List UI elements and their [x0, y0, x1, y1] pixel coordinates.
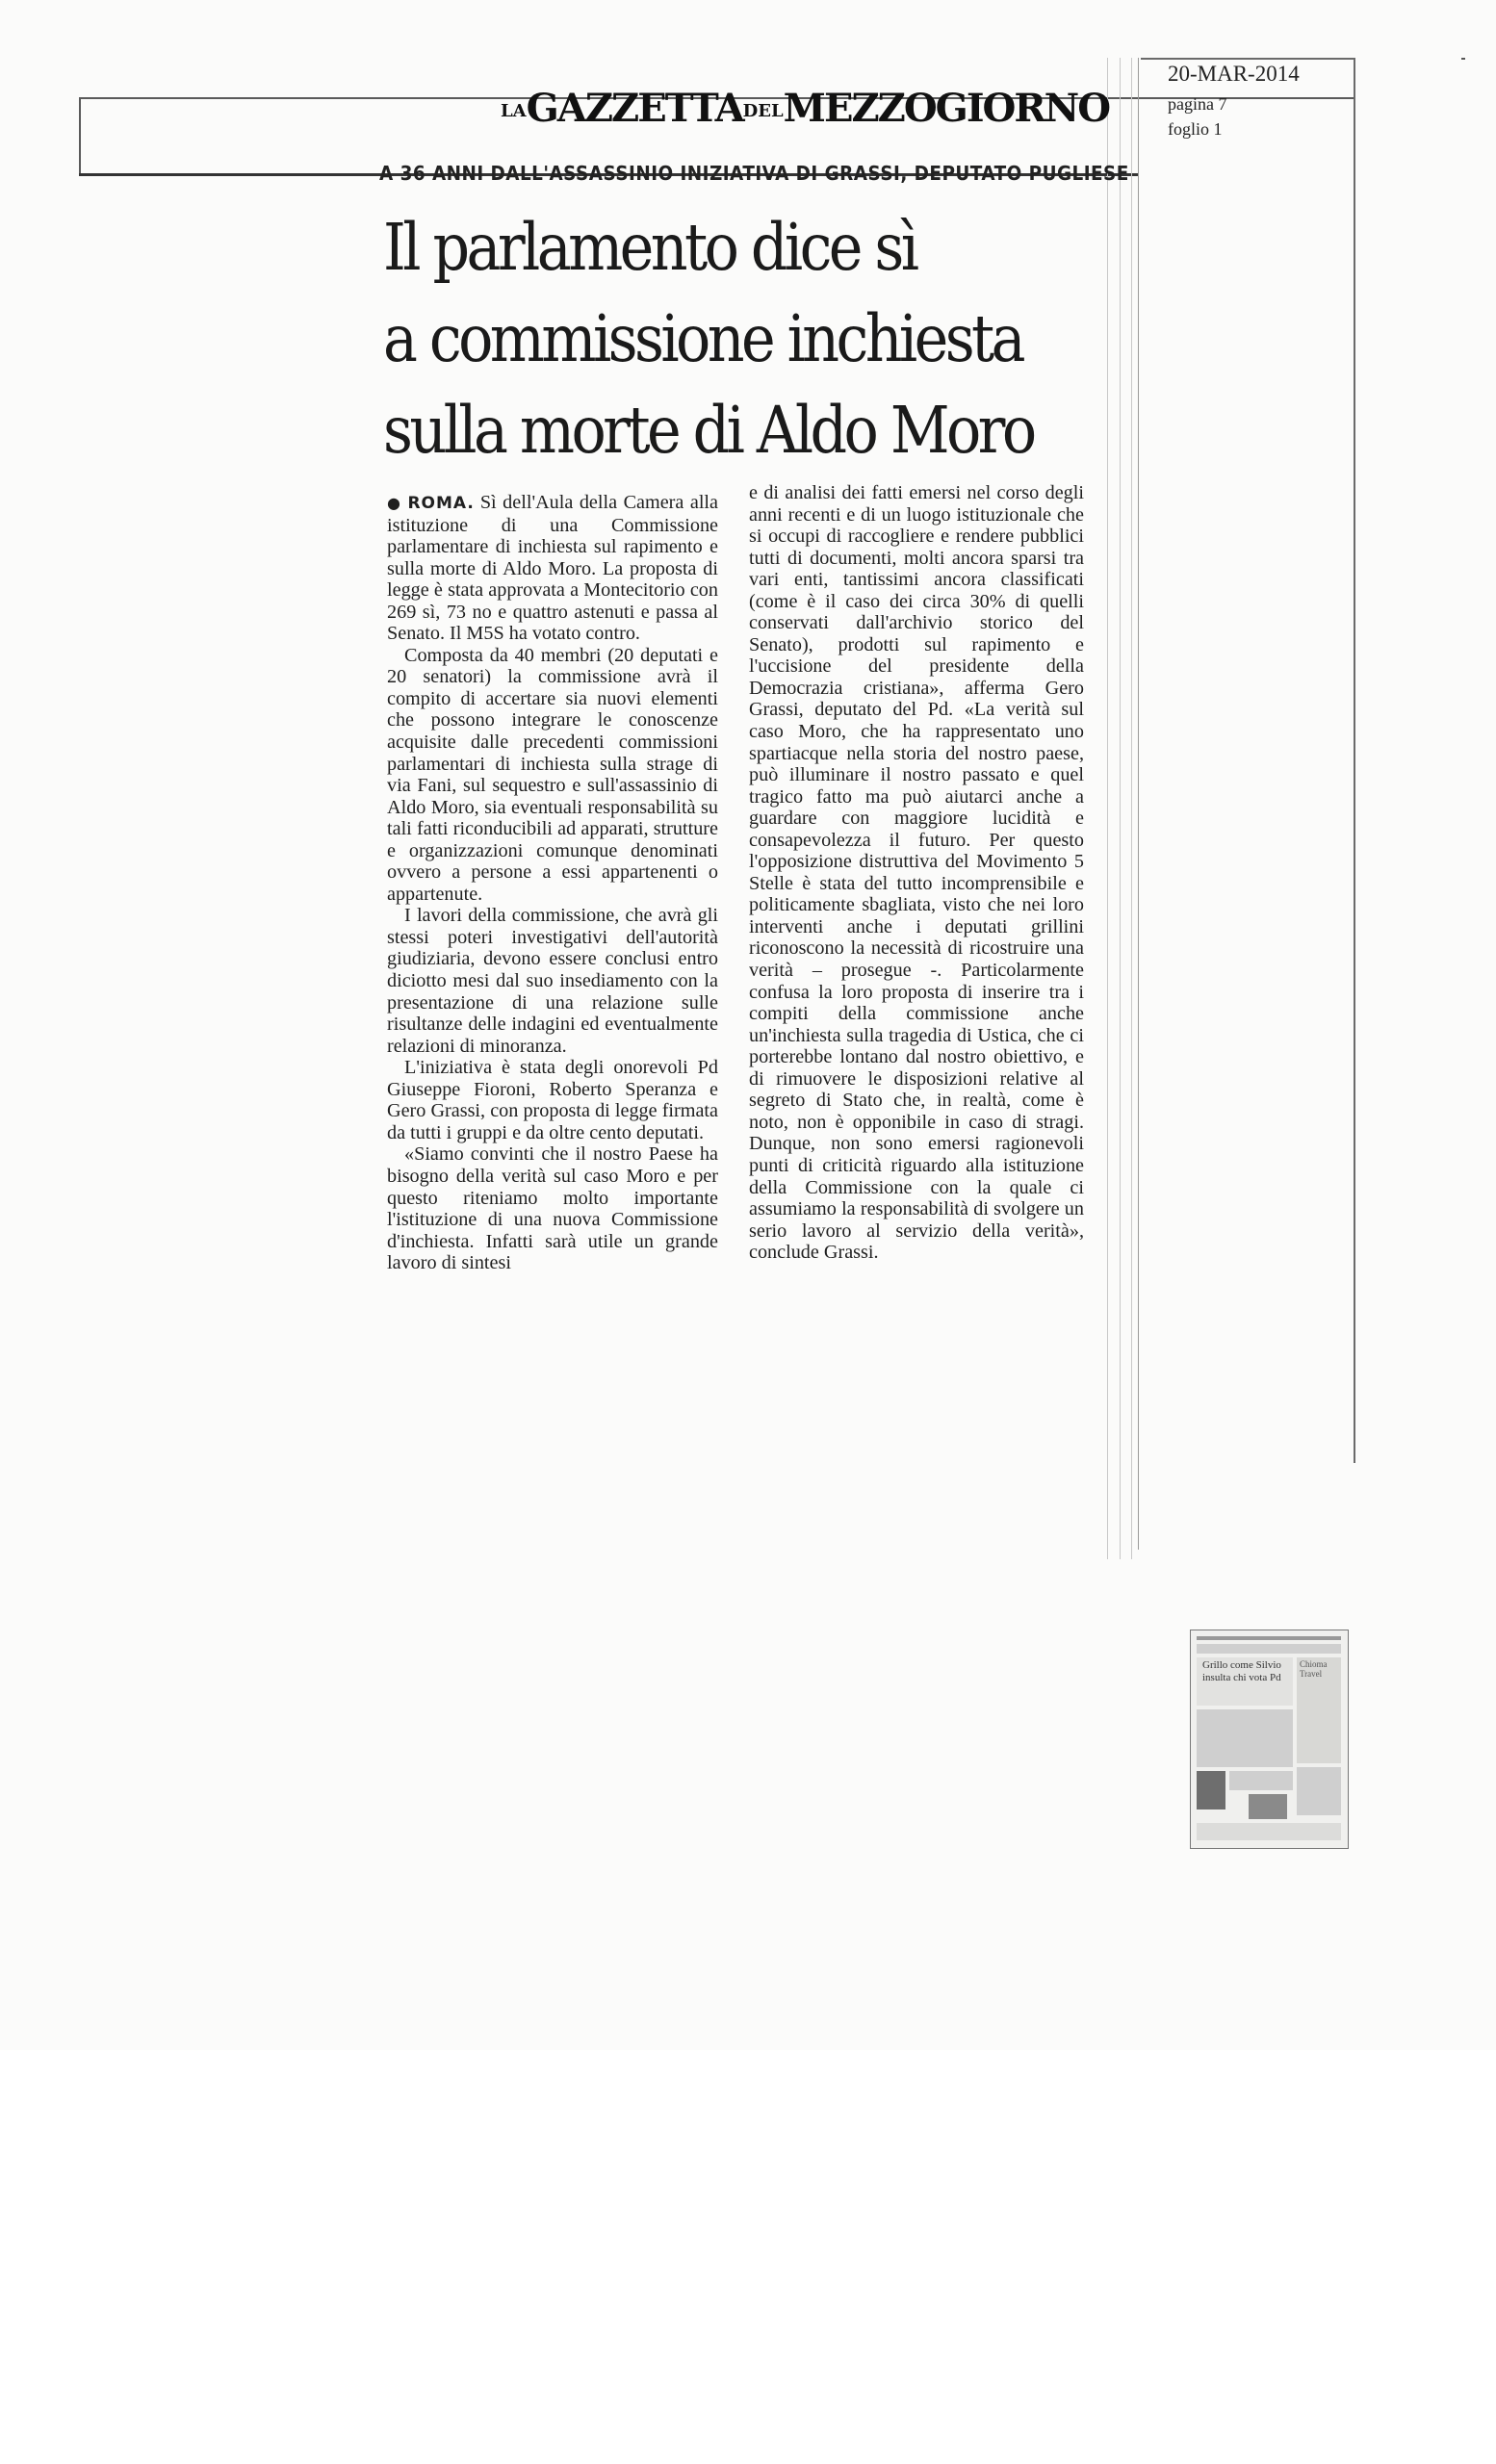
dateline: ROMA.	[407, 494, 475, 513]
scan-line	[1120, 58, 1121, 1559]
scan-line	[1131, 58, 1132, 1559]
paragraph: e di analisi dei fatti emersi nel corso degli anni recenti e di un luogo istituzionale che si occupi di raccogliere e rendere pubblici tutti di documenti, molti ancora sparsi tra vari enti, tantissimi ancora classificati (come è il caso dei circa 30% di quelli conservati dall'archivio storico del Senato), prodotti sul rapimento e l'uccisione del presidente della Democrazia cristiana», afferma Gero Grassi, deputato del Pd. «La verità sul caso Moro, che ha rappresentato uno spartiacque nella storia del nostro paese, può illuminare il nostro passato e quel tragico fatto ma può aiutarci anche a guardare con maggiore lucidità e consapevolezza il futuro. Per questo l'opposizione distruttiva del Movimento 5 Stelle è stata del tutto incomprensibile e politicamente sbagliata, visto che nei loro interventi anche i deputati grillini riconoscono la necessità di ricostruire una verità – prosegue -. Particolarmente confusa la loro proposta di inserire tra i compiti della commissione anche un'inchiesta sulla tragedia di Ustica, che ci porterebbe lontano dal nostro obiettivo, e di rimuovere le disposizioni relative al segreto di Stato che, in realtà, come è noto, non è opponibile in caso di stragi. Dunque, non sono emersi ragionevoli punti di criticità riguardo alla istituzione della Commissione con la quale ci assumiamo la responsabilità di svolgere un serio lavoro al servizio della verità», conclude Grassi.	[749, 482, 1084, 1264]
masthead-mid: DEL	[742, 101, 784, 121]
newspaper-masthead	[501, 81, 1110, 137]
thumb-sidebar-text: Chioma Travel	[1300, 1659, 1328, 1679]
masthead-name-2: MEZZOGIORNO	[783, 86, 1110, 131]
article-kicker: A 36 ANNI DALL'ASSASSINIO INIZIATIVA DI GRASSI, DEPUTATO PUGLIESE	[379, 162, 1129, 185]
header-rule-left	[79, 97, 81, 174]
paragraph: I lavori della commissione, che avrà gli stessi poteri investigativi dell'autorità giudiziaria, devono essere conclusi entro diciotto mesi dal suo insediamento con la presentazione di una relazione sulle risultanze delle indagini ed eventualmente relazioni di minoranza.	[387, 905, 718, 1057]
thumb-photo	[1197, 1771, 1225, 1810]
front-page-thumbnail	[1190, 1630, 1349, 1849]
paragraph: Composta da 40 membri (20 deputati e 20 senatori) la commissione avrà il compito di accertare sia nuovi elementi che possono integrare le conoscenze acquisite dalle precedenti commissioni parlamentari di inchiesta sulla strage di via Fani, sul sequestro e sull'assassinio di Aldo Moro, sia eventuali responsabilità su tali fatti riconducibili ad apparati, strutture e organizzazioni comunque denominati ovvero a persone a essi appartenenti o appartenute.	[387, 644, 718, 905]
article-headline	[383, 202, 1115, 476]
scan-mark	[1461, 58, 1465, 60]
frame-rule-right	[1354, 58, 1355, 1463]
article-column-left	[387, 492, 718, 1274]
bullet-icon: ●	[387, 494, 402, 512]
masthead-name-1: GAZZETTA	[526, 86, 743, 131]
paragraph-text: Sì dell'Aula della Camera alla istituzione di una Commissione parlamentare di inchiesta sul rapimento e sulla morte di Aldo Moro. La proposta di legge è stata approvata a Montecitorio con 269 sì, 73 no e quattro astenuti e passa al Senato. Il M5S ha votato contro.	[387, 492, 718, 645]
headline-line: Il parlamento dice sì	[383, 210, 916, 285]
thumb-masthead-bar	[1197, 1636, 1341, 1640]
thumb-photo	[1249, 1794, 1287, 1819]
headline-line: sulla morte di Aldo Moro	[383, 393, 1034, 468]
masthead-pre: LA	[501, 101, 527, 121]
thumb-block	[1197, 1644, 1341, 1654]
article-column-right	[749, 482, 1084, 1264]
thumb-block	[1229, 1771, 1293, 1790]
sheet-number: foglio 1	[1168, 119, 1223, 139]
headline-line: a commissione inchiesta	[383, 301, 1023, 376]
thumb-block	[1197, 1823, 1341, 1840]
page-number: pagina 7	[1168, 94, 1227, 114]
paragraph	[387, 492, 718, 645]
paragraph: L'iniziativa è stata degli onorevoli Pd Giuseppe Fioroni, Roberto Speranza e Gero Grassi, con proposta di legge firmata da tutti i gruppi e da oltre cento deputati.	[387, 1057, 718, 1143]
thumb-headline: Grillo come Silvio insulta chi vota Pd	[1202, 1659, 1281, 1683]
meta-separator	[1138, 58, 1139, 1550]
thumb-block	[1297, 1767, 1341, 1815]
issue-date: 20-MAR-2014	[1168, 62, 1300, 86]
thumb-block	[1197, 1709, 1293, 1767]
paragraph: «Siamo convinti che il nostro Paese ha bisogno della verità sul caso Moro e per questo riteniamo molto importante l'istituzione di una nuova Commissione d'inchiesta. Infatti sarà utile un grande lavoro di sintesi	[387, 1143, 718, 1274]
meta-rule-top	[1141, 58, 1354, 60]
